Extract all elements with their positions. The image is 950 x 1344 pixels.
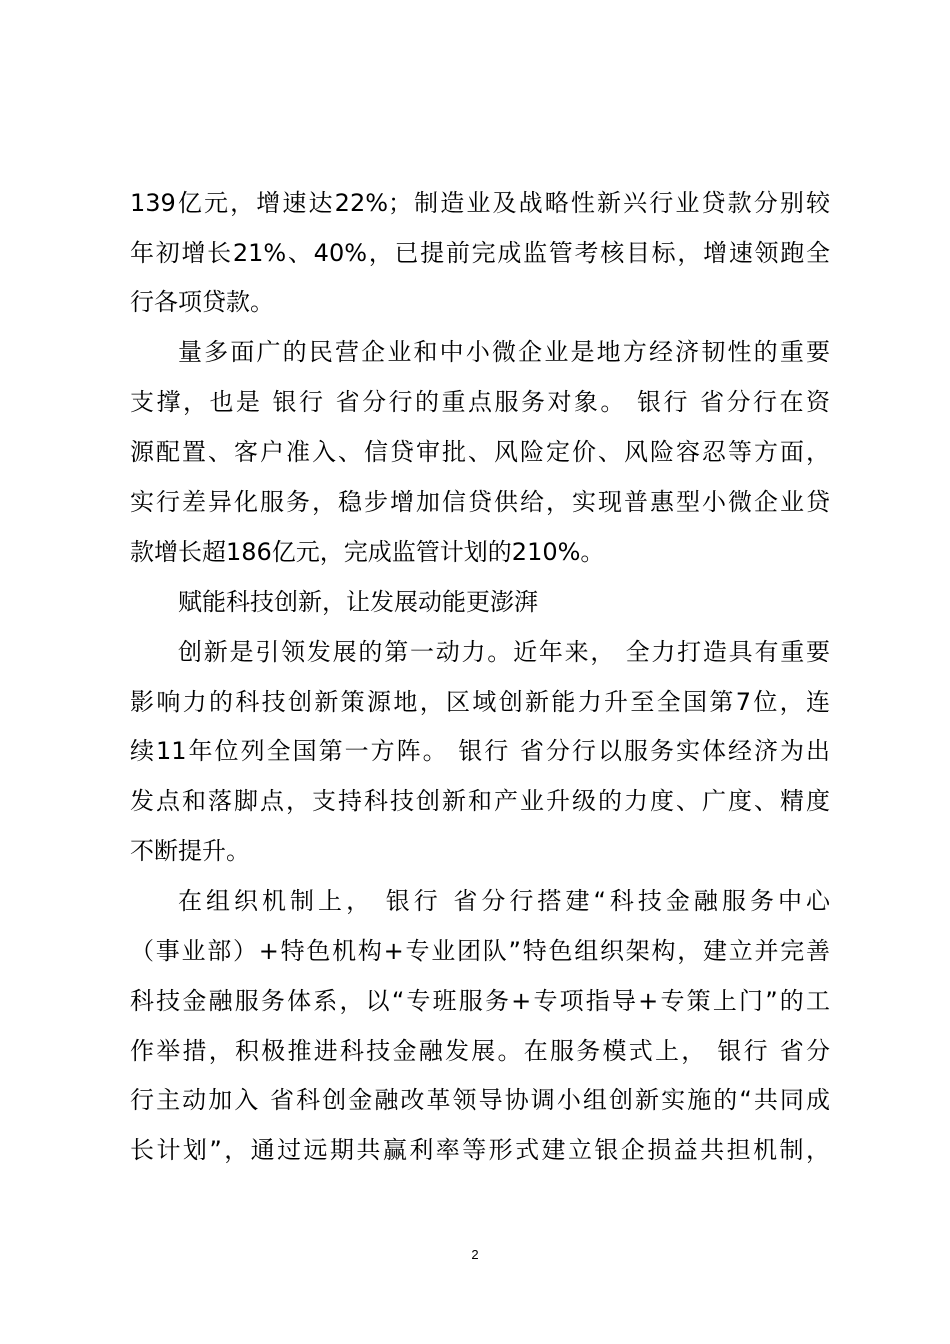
text-line: 长计划”，通过远期共赢利率等形式建立银企损益共担机制， [130, 1136, 830, 1164]
text-line: 不断提升。 [130, 837, 250, 865]
text-line: 行主动加入 省科创金融改革领导协调小组创新实施的“共同成 [130, 1086, 830, 1114]
paragraph-first-line: 创新是引领发展的第一动力。近年来， 全力打造具有重要 [178, 638, 830, 666]
text-line: 行各项贷款。 [130, 288, 274, 316]
section-heading: 赋能科技创新，让发展动能更澎湃 [178, 588, 538, 616]
text-line: 139亿元，增速达22%；制造业及战略性新兴行业贷款分别较 [130, 189, 830, 217]
text-line: 发点和落脚点，支持科技创新和产业升级的力度、广度、精度 [130, 787, 830, 815]
text-line: 支撑，也是 银行 省分行的重点服务对象。 银行 省分行在资 [130, 388, 830, 416]
text-line: （事业部）+特色机构+专业团队”特色组织架构，建立并完善 [130, 937, 830, 965]
text-line: 源配置、客户准入、信贷审批、风险定价、风险容忍等方面， [130, 438, 830, 466]
text-line: 实行差异化服务，稳步增加信贷供给，实现普惠型小微企业贷 [130, 488, 830, 516]
text-line: 款增长超186亿元，完成监管计划的210%。 [130, 538, 605, 566]
paragraph-first-line: 在组织机制上， 银行 省分行搭建“科技金融服务中心 [178, 887, 830, 915]
text-line: 科技金融服务体系，以“专班服务+专项指导+专策上门”的工 [130, 987, 830, 1015]
text-line: 影响力的科技创新策源地，区域创新能力升至全国第7位，连 [130, 688, 830, 716]
text-line: 作举措，积极推进科技金融发展。在服务模式上， 银行 省分 [130, 1037, 830, 1065]
page-number: 2 [471, 1247, 479, 1262]
text-line: 续11年位列全国第一方阵。 银行 省分行以服务实体经济为出 [130, 737, 830, 765]
paragraph-first-line: 量多面广的民营企业和中小微企业是地方经济韧性的重要 [178, 338, 830, 366]
text-line: 年初增长21%、40%，已提前完成监管考核目标，增速领跑全 [130, 239, 830, 267]
